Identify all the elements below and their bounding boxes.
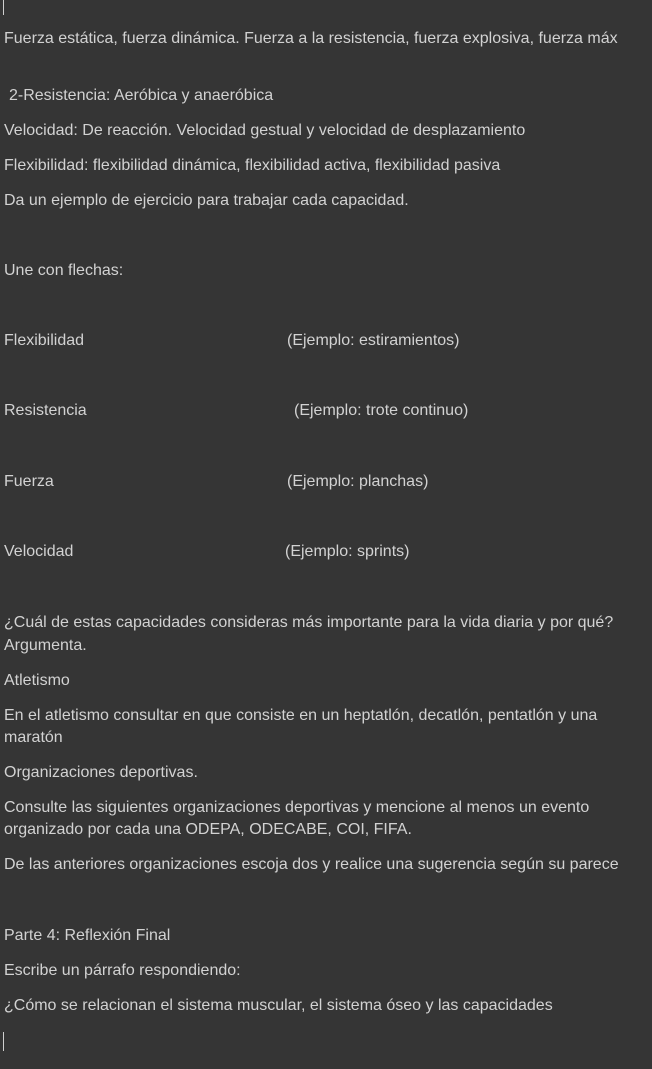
pregunta-final: ¿Cómo se relacionan el sistema muscular, el sistema óseo y las capacidades [4, 997, 553, 1014]
resistencia-heading: 2-Resistencia: Aeróbica y anaeróbica [9, 87, 274, 104]
organizaciones-question-line-2: organizado por cada una ODEPA, ODECABE, COI, FIFA. [4, 821, 412, 838]
atletismo-question-line-1: En el atletismo consultar en que consiste en un heptatlón, decatlón, pentatlón y una [4, 707, 598, 724]
match-left-velocidad: Velocidad [4, 543, 74, 560]
text-cursor-top [3, 0, 4, 15]
match-left-resistencia: Resistencia [4, 402, 87, 419]
atletismo-heading: Atletismo [4, 672, 70, 689]
escribe-instruction: Escribe un párrafo respondiendo: [4, 962, 241, 979]
ejemplo-instruction: Da un ejemplo de ejercicio para trabajar cada capacidad. [4, 192, 409, 209]
match-left-fuerza: Fuerza [4, 473, 54, 490]
match-right-estiramientos: (Ejemplo: estiramientos) [287, 332, 460, 349]
match-right-sprints: (Ejemplo: sprints) [285, 543, 410, 560]
flexibilidad-line: Flexibilidad: flexibilidad dinámica, flexibilidad activa, flexibilidad pasiva [4, 157, 501, 174]
organizaciones-sugerencia: De las anteriores organizaciones escoja dos y realice una sugerencia según su parece [4, 856, 619, 873]
organizaciones-question-line-1: Consulte las siguientes organizaciones deportivas y mencione al menos un evento [4, 799, 590, 816]
parte4-heading: Parte 4: Reflexión Final [4, 927, 171, 944]
match-right-trote: (Ejemplo: trote continuo) [294, 402, 469, 419]
text-cursor-bottom [3, 1032, 4, 1051]
match-right-planchas: (Ejemplo: planchas) [287, 473, 429, 490]
question-importante-line-1: ¿Cuál de estas capacidades consideras más importante para la vida diaria y por qué? [4, 614, 614, 631]
atletismo-question-line-2: maratón [4, 729, 63, 746]
question-importante-line-2: Argumenta. [4, 637, 87, 654]
fuerza-types-line: Fuerza estática, fuerza dinámica. Fuerza a la resistencia, fuerza explosiva, fuerza máx [4, 30, 618, 47]
velocidad-line: Velocidad: De reacción. Velocidad gestual y velocidad de desplazamiento [4, 122, 526, 139]
une-flechas-instruction: Une con flechas: [4, 262, 124, 279]
organizaciones-heading: Organizaciones deportivas. [4, 764, 198, 781]
match-left-flexibilidad: Flexibilidad [4, 332, 85, 349]
